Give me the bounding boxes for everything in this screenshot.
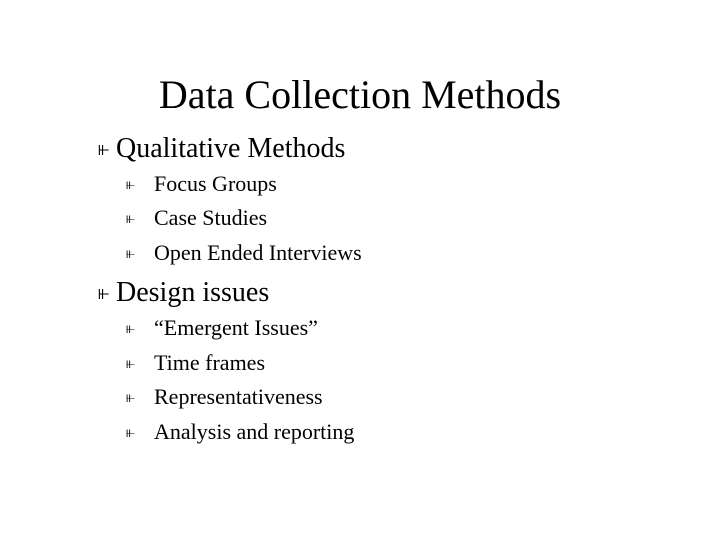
list-item-text: Representativeness bbox=[154, 384, 323, 409]
slide-title bbox=[0, 68, 720, 122]
bullet-icon: ⫦ bbox=[126, 174, 136, 193]
bullet-icon: ⫦ bbox=[126, 318, 136, 337]
section-design-issues bbox=[98, 276, 269, 309]
bullet-icon: ⫦ bbox=[126, 208, 136, 227]
list-item-text: Case Studies bbox=[154, 205, 268, 230]
list-item bbox=[126, 240, 362, 266]
bullet-icon: ⫦ bbox=[126, 353, 136, 372]
list-item bbox=[126, 419, 354, 445]
list-item-text: Time frames bbox=[154, 350, 266, 375]
bullet-icon: ⫦ bbox=[126, 387, 136, 406]
bullet-icon: ⫦ bbox=[126, 243, 136, 262]
section-qualitative-methods bbox=[98, 132, 345, 165]
list-item-text: Open Ended Interviews bbox=[154, 240, 362, 265]
list-item-text: Focus Groups bbox=[154, 171, 277, 196]
section-heading: Design issues bbox=[116, 277, 270, 308]
bullet-icon: ⫦ bbox=[98, 136, 110, 160]
section-heading: Qualitative Methods bbox=[116, 133, 346, 164]
bullet-icon: ⫦ bbox=[98, 280, 110, 304]
list-item bbox=[126, 315, 318, 341]
list-item-text: Analysis and reporting bbox=[154, 419, 355, 444]
bullet-icon: ⫦ bbox=[126, 422, 136, 441]
slide-title-text: Data Collection Methods bbox=[158, 72, 562, 117]
list-item bbox=[126, 205, 267, 231]
list-item bbox=[126, 384, 323, 410]
list-item bbox=[126, 171, 277, 197]
list-item bbox=[126, 350, 265, 376]
list-item-text: “Emergent Issues” bbox=[154, 315, 318, 340]
